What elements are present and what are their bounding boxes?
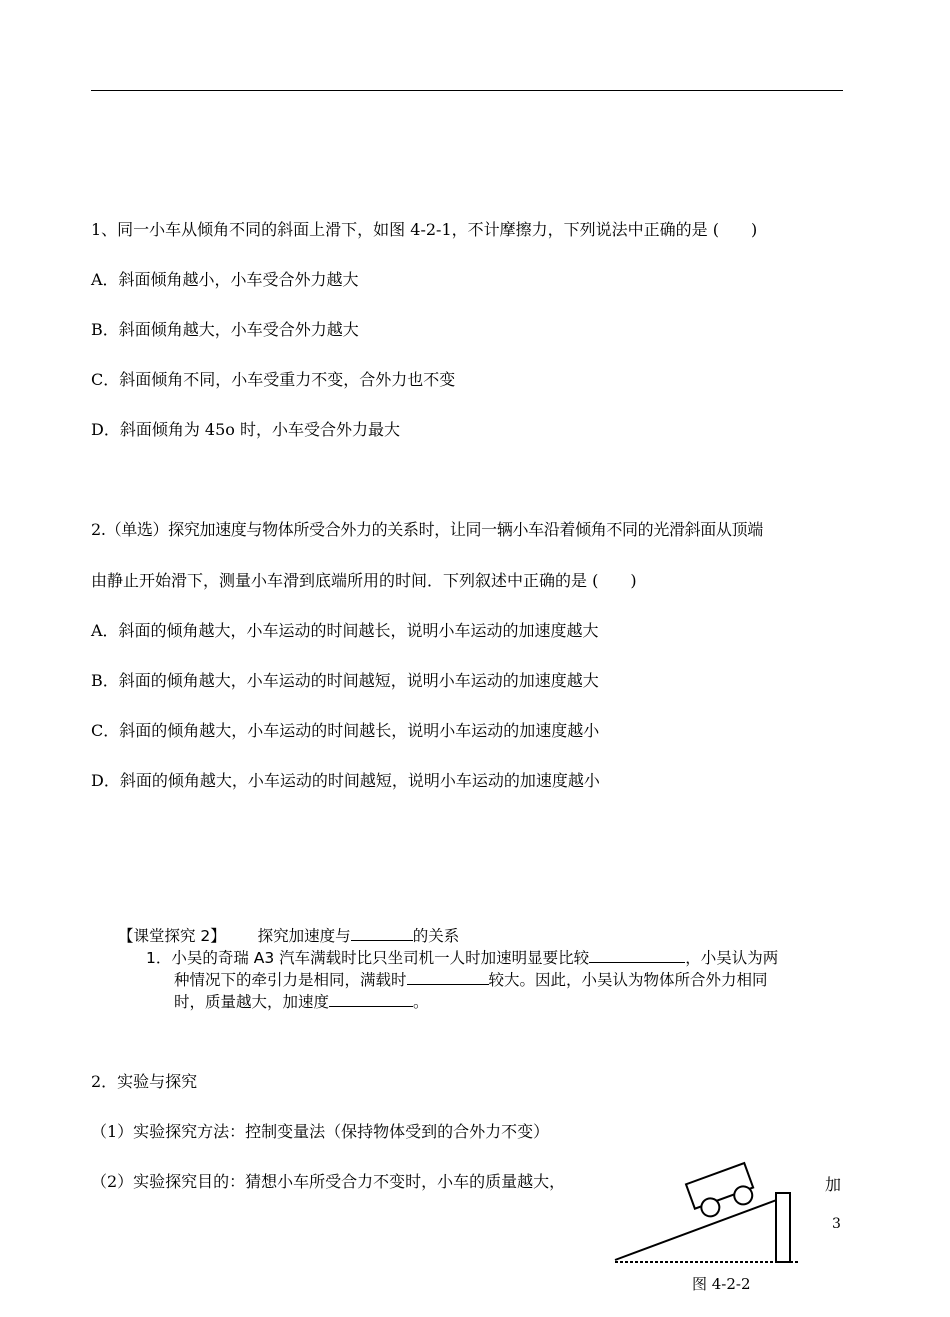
explore-line1-end: ，小吴认为两 (685, 949, 779, 967)
q2-stem-line1: 2.（单选）探究加速度与物体所受合外力的关系时，让同一辆小车沿着倾角不同的光滑斜面从顶端 (91, 520, 763, 539)
q2-stem-line2: 由静止开始滑下，测量小车滑到底端所用的时间．下列叙述中正确的是 ( ) (91, 571, 637, 590)
blank-line (589, 948, 685, 963)
blank-line (407, 970, 489, 985)
explore-line3-text: 时，质量越大，加速度 (174, 993, 330, 1011)
q2-option-a: A．斜面的倾角越大，小车运动的时间越长，说明小车运动的加速度越大 (91, 621, 599, 640)
section2-item2-end: 加 (825, 1175, 842, 1194)
section2-title: 2．实验与探究 (91, 1072, 198, 1091)
explore-line2 (174, 970, 768, 991)
q1-stem: 1、同一小车从倾角不同的斜面上滑下，如图 4-2-1，不计摩擦力，下列说法中正确的是 ( ) (91, 220, 758, 239)
classroom-explore-image (118, 926, 818, 1026)
q1-option-b: B．斜面倾角越大，小车受合外力越大 (91, 320, 359, 339)
section2-item1: （1）实验探究方法：控制变量法（保持物体受到的合外力不变） (91, 1122, 550, 1141)
header-rule (91, 90, 843, 91)
explore-line2-text: 种情况下的牵引力是相同，满载时 (174, 971, 407, 989)
blank-line (329, 992, 413, 1007)
incline-cart-figure (610, 1155, 810, 1270)
q1-option-c: C．斜面倾角不同，小车受重力不变，合外力也不变 (91, 370, 456, 389)
support-block (776, 1193, 790, 1262)
explore-line3-end: 。 (413, 993, 429, 1011)
q1-option-d: D．斜面倾角为 45o 时，小车受合外力最大 (91, 420, 400, 439)
q1-option-a: A．斜面倾角越小，小车受合外力越大 (91, 270, 359, 289)
section2-item2: （2）实验探究目的：猜想小车所受合力不变时，小车的质量越大， (91, 1172, 566, 1191)
q2-option-c: C．斜面的倾角越大，小车运动的时间越长，说明小车运动的加速度越小 (91, 721, 600, 740)
page-number: 3 (832, 1216, 841, 1232)
explore-line2-end: 较大。因此，小吴认为物体所合外力相同 (488, 971, 768, 989)
figure-caption: 图 4-2-2 (692, 1275, 751, 1293)
explore-line1 (146, 948, 778, 969)
q2-option-d: D．斜面的倾角越大，小车运动的时间越短，说明小车运动的加速度越小 (91, 771, 600, 790)
explore-line1-text: 1．小吴的奇瑞 A3 汽车满载时比只坐司机一人时加速明显要比较 (146, 949, 590, 967)
q2-option-b: B．斜面的倾角越大，小车运动的时间越短，说明小车运动的加速度越大 (91, 671, 599, 690)
explore-heading-text: 探究加速度与 (257, 927, 351, 945)
explore-line3 (174, 992, 429, 1013)
explore-heading-label: 【课堂探究 2】 (118, 927, 226, 945)
explore-heading (118, 926, 459, 947)
blank-line (351, 926, 413, 941)
explore-heading-end: 的关系 (412, 927, 460, 945)
cart (686, 1163, 758, 1221)
